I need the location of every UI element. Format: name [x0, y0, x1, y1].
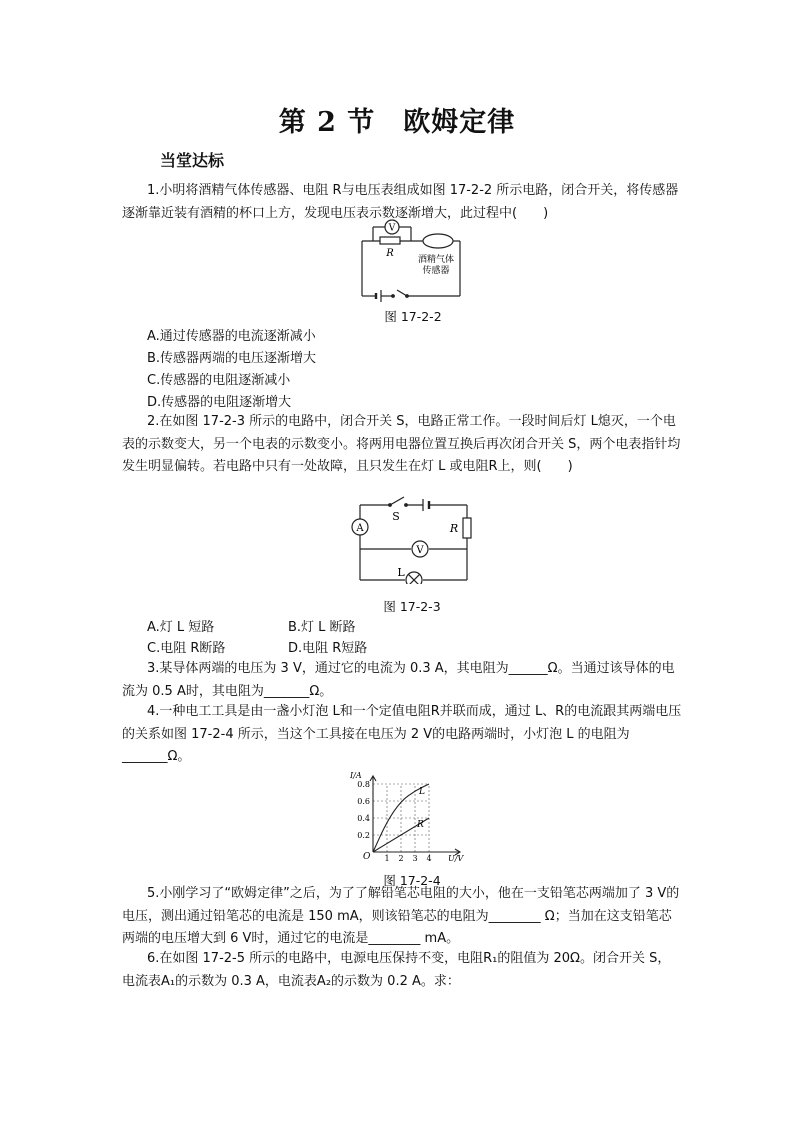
ammeter-label: A	[356, 523, 364, 534]
q2-option-d: D.电阻 R短路	[288, 641, 368, 656]
q3-text: 3.某导体两端的电压为 3 V，通过它的电流为 0.3 A，其电阻为______Ω。当通过该导体的电流为 0.5 A时，其电阻为_______Ω。	[122, 661, 675, 699]
q2-option-a: A.灯 L 短路	[147, 620, 215, 635]
page-title: 第 2 节 欧姆定律	[278, 107, 516, 138]
q1-option-d: D.传感器的电阻逐渐增大	[147, 395, 292, 410]
figure-caption: 图 17-2-2	[384, 309, 442, 324]
x-tick-label: 4	[426, 854, 432, 862]
voltmeter-label: V	[388, 223, 396, 234]
switch-label: S	[392, 510, 400, 523]
x-tick-label: 2	[398, 854, 404, 862]
q1-option-a: A.通过传感器的电流逐渐减小	[147, 329, 316, 344]
origin-label: O	[363, 852, 371, 862]
y-tick-label: 0.2	[357, 831, 370, 840]
y-tick-label: 0.4	[357, 814, 370, 823]
y-axis-label: I/A	[350, 771, 362, 780]
x-axis-label: U/V	[448, 854, 464, 862]
curve-l-label: L	[419, 787, 425, 797]
q1-option-c: C.传感器的电阻逐渐减小	[147, 373, 291, 388]
figure-caption: 图 17-2-3	[383, 599, 441, 614]
section-heading: 当堂达标	[160, 151, 225, 170]
q1-option-b: B.传感器两端的电压逐渐增大	[147, 351, 317, 366]
circuit-17-2-2	[355, 218, 470, 302]
q2-option-c: C.电阻 R断路	[147, 641, 226, 656]
voltmeter-label: V	[416, 545, 424, 556]
circuit-17-2-3	[345, 492, 475, 584]
y-tick-label: 0.8	[357, 780, 370, 789]
iv-graph-17-2-4	[340, 770, 470, 862]
sensor-label-1: 酒精气体	[417, 255, 455, 265]
q2-option-b: B.灯 L 断路	[288, 620, 356, 635]
lamp-l	[406, 572, 422, 584]
lamp-label: L	[397, 566, 405, 579]
q6-text: 6.在如图 17-2-5 所示的电路中，电源电压保持不变，电阻R₁的阻值为 20Ω。闭合开关 S，电流表A₁的示数为 0.3 A，电流表A₂的示数为 0.2 A。求：	[122, 951, 671, 989]
switch-s	[390, 497, 404, 505]
x-tick-label: 3	[412, 854, 418, 862]
resistor-label: R	[386, 248, 394, 259]
q4-text: 4.一种电工工具是由一盏小灯泡 L和一个定值电阻R并联而成，通过 L、R的电流跟其两端电压的关系如图 17-2-4 所示，当这个工具接在电压为 2 V的电路两端时，小灯泡 L 的电阻为_______Ω。	[122, 704, 682, 764]
line-r-label: R	[417, 820, 424, 830]
y-tick-label: 0.6	[357, 797, 370, 806]
q5-text: 5.小刚学习了“欧姆定律”之后，为了了解铅笔芯电阻的大小，他在一支铅笔芯两端加了 3 V的电压，测出通过铅笔芯的电流是 150 mA，则该铅笔芯的电阻为________ Ω；当加在这支铅笔芯两端的电压增大到 6 V时，通过它的电流是________ mA。	[122, 886, 680, 946]
resistor-label: R	[449, 522, 459, 535]
x-tick-label: 1	[384, 854, 390, 862]
sensor-label-2: 传感器	[422, 266, 450, 276]
figure-caption: 图 17-2-4	[383, 873, 441, 888]
sensor	[423, 234, 453, 248]
q1-stem: 1.小明将酒精气体传感器、电阻 R与电压表组成如图 17-2-2 所示电路，闭合开关，将传感器逐渐靠近装有酒精的杯口上方，发现电压表示数逐渐增大，此过程中( )	[122, 183, 679, 221]
resistor-r	[380, 237, 400, 244]
resistor-r	[463, 518, 471, 538]
q2-stem: 2.在如图 17-2-3 所示的电路中，闭合开关 S，电路正常工作。一段时间后灯 L熄灭，一个电表的示数变大，另一个电表的示数变小。将两用电器位置互换后再次闭合开关 S，两个电表指针均发生明显偏转。若电路中只有一处故障，且只发生在灯 L 或电阻R上，则( )	[122, 414, 681, 474]
